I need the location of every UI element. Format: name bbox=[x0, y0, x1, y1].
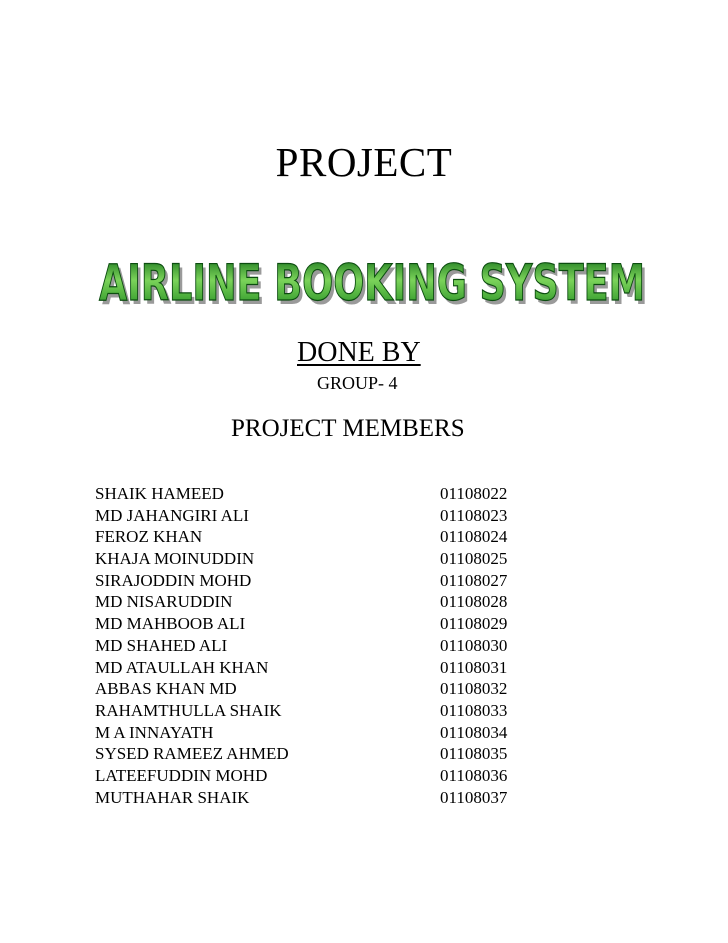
member-id: 01108034 bbox=[440, 722, 508, 742]
wordart-title-text: AIRLINE BOOKING SYSTEM bbox=[99, 254, 645, 312]
member-name: M A INNAYATH bbox=[95, 722, 214, 742]
member-id: 01108031 bbox=[440, 657, 508, 677]
project-heading: PROJECT bbox=[275, 139, 453, 185]
member-name: MUTHAHAR SHAIK bbox=[95, 787, 250, 807]
member-id: 01108029 bbox=[440, 614, 508, 634]
member-row bbox=[95, 483, 535, 505]
member-name: MD JAHANGIRI ALI bbox=[95, 505, 249, 525]
member-id: 01108032 bbox=[440, 679, 508, 699]
member-name: SYSED RAMEEZ AHMED bbox=[95, 744, 289, 764]
done-by-heading: DONE BY bbox=[297, 337, 421, 368]
member-id: 01108033 bbox=[440, 700, 508, 720]
wordart-title bbox=[92, 238, 652, 318]
member-id: 01108025 bbox=[440, 549, 508, 569]
wordart-title-shadow: AIRLINE BOOKING SYSTEM bbox=[102, 258, 648, 316]
member-row bbox=[95, 613, 535, 635]
member-row bbox=[95, 591, 535, 613]
member-row bbox=[95, 743, 535, 765]
member-name: ABBAS KHAN MD bbox=[95, 679, 237, 699]
member-id: 01108036 bbox=[440, 765, 508, 785]
member-row bbox=[95, 548, 535, 570]
member-name: FEROZ KHAN bbox=[95, 527, 203, 547]
member-name: MD ATAULLAH KHAN bbox=[95, 657, 269, 677]
member-name: SIRAJODDIN MOHD bbox=[95, 570, 252, 590]
members-list bbox=[95, 483, 535, 808]
member-id: 01108030 bbox=[440, 635, 508, 655]
member-id: 01108037 bbox=[440, 787, 508, 807]
member-row bbox=[95, 722, 535, 744]
member-name: MD SHAHED ALI bbox=[95, 635, 228, 655]
member-id: 01108027 bbox=[440, 570, 508, 590]
member-name: MD MAHBOOB ALI bbox=[95, 614, 246, 634]
member-row bbox=[95, 678, 535, 700]
member-row bbox=[95, 570, 535, 592]
group-label: GROUP- 4 bbox=[317, 373, 398, 393]
member-id: 01108035 bbox=[440, 744, 508, 764]
member-row bbox=[95, 657, 535, 679]
member-row bbox=[95, 526, 535, 548]
member-row bbox=[95, 765, 535, 787]
member-id: 01108028 bbox=[440, 592, 508, 612]
member-name: RAHAMTHULLA SHAIK bbox=[95, 700, 282, 720]
members-heading: PROJECT MEMBERS bbox=[231, 415, 465, 442]
member-name: SHAIK HAMEED bbox=[95, 484, 224, 503]
member-row bbox=[95, 635, 535, 657]
member-row bbox=[95, 700, 535, 722]
member-id: 01108023 bbox=[440, 505, 508, 525]
member-row bbox=[95, 787, 535, 809]
member-id: 01108024 bbox=[440, 527, 508, 547]
member-name: MD NISARUDDIN bbox=[95, 592, 233, 612]
member-name: KHAJA MOINUDDIN bbox=[95, 549, 255, 569]
member-row bbox=[95, 505, 535, 527]
member-name: LATEEFUDDIN MOHD bbox=[95, 765, 268, 785]
member-id: 01108022 bbox=[440, 484, 508, 503]
